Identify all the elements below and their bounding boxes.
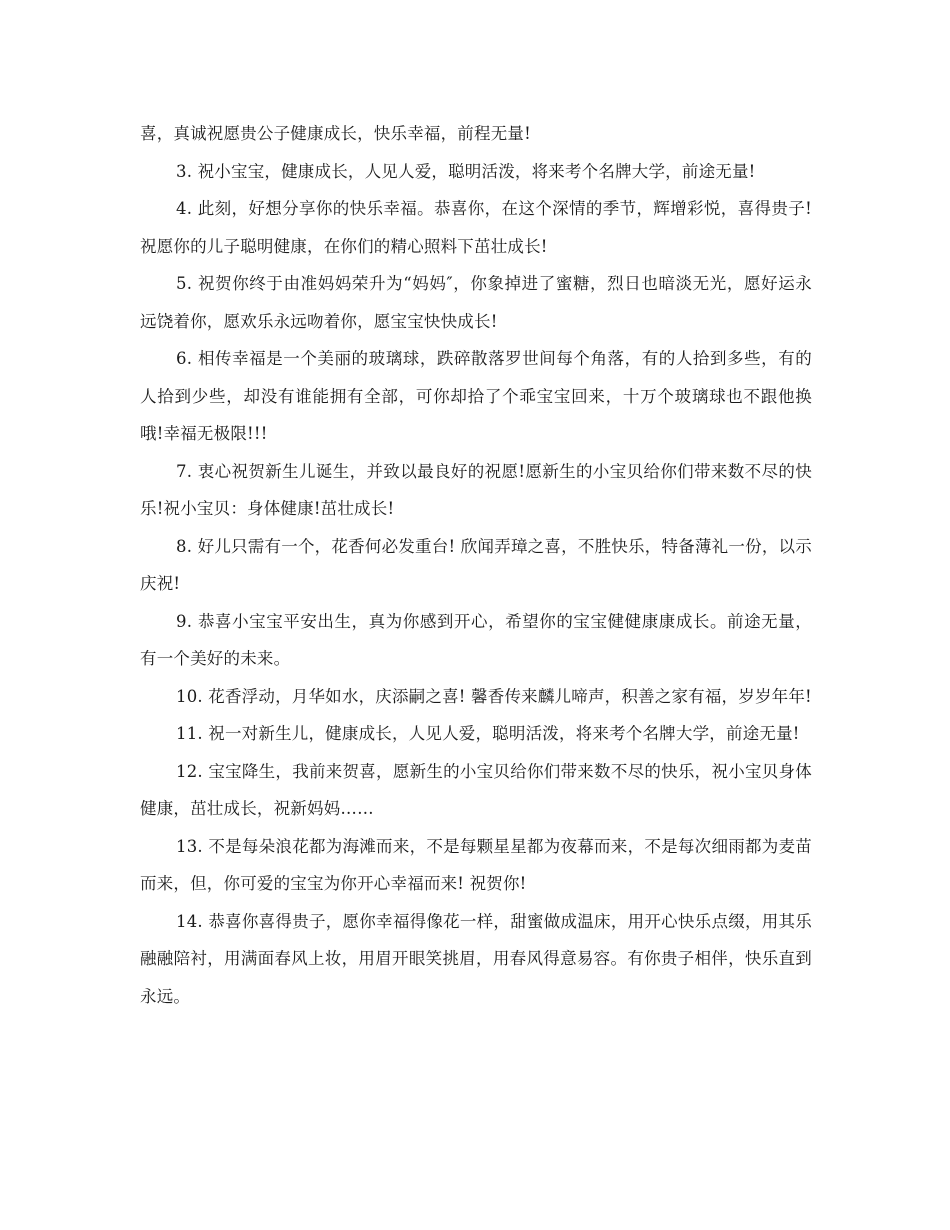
paragraph-3: 3. 祝小宝宝，健康成长，人见人爱，聪明活泼，将来考个名牌大学，前途无量! bbox=[176, 161, 756, 181]
paragraph-7: 7. 衷心祝贺新生儿诞生，并致以最良好的祝愿!愿新生的小宝贝给你们带来数不尽的快乐!祝小宝贝：身体健康!茁壮成长! bbox=[140, 461, 812, 518]
paragraph-14: 14. 恭喜你喜得贵子，愿你幸福得像花一样，甜蜜做成温床，用开心快乐点缀，用其乐融融陪衬，用满面春风上妆，用眉开眼笑挑眉，用春风得意易容。有你贵子相伴，快乐直到永远。 bbox=[140, 911, 812, 1006]
paragraph-8: 8. 好儿只需有一个，花香何必发重台! 欣闻弄璋之喜，不胜快乐，特备薄礼一份，以示庆祝! bbox=[140, 536, 812, 593]
paragraph-4: 4. 此刻，好想分享你的快乐幸福。恭喜你，在这个深情的季节，辉增彩悦，喜得贵子!祝愿你的儿子聪明健康，在你们的精心照料下茁壮成长! bbox=[140, 199, 812, 256]
document-body bbox=[140, 115, 812, 1015]
paragraph-5: 5. 祝贺你终于由准妈妈荣升为“妈妈″，你象掉进了蜜糖，烈日也暗淡无光，愿好运永远饶着你，愿欢乐永远吻着你，愿宝宝快快成长! bbox=[140, 274, 812, 331]
paragraph-6: 6. 相传幸福是一个美丽的玻璃球，跌碎散落罗世间每个角落，有的人拾到多些，有的人拾到少些，却没有谁能拥有全部，可你却拾了个乖宝宝回来，十万个玻璃球也不跟他换哦!幸福无极限!!! bbox=[140, 349, 812, 443]
paragraph-13: 13. 不是每朵浪花都为海滩而来，不是每颗星星都为夜幕而来，不是每次细雨都为麦苗而来，但，你可爱的宝宝为你开心幸福而来! 祝贺你! bbox=[140, 836, 812, 893]
paragraph-10: 10. 花香浮动，月华如水，庆添嗣之喜! 馨香传来麟儿啼声，积善之家有福，岁岁年年! bbox=[176, 686, 812, 706]
paragraph-12: 12. 宝宝降生，我前来贺喜，愿新生的小宝贝给你们带来数不尽的快乐，祝小宝贝身体健康，茁壮成长，祝新妈妈…… bbox=[140, 761, 812, 818]
paragraph-continuation: 喜，真诚祝愿贵公子健康成长，快乐幸福，前程无量! bbox=[140, 124, 531, 143]
paragraph-11: 11. 祝一对新生儿，健康成长，人见人爱，聪明活泼，将来考个名牌大学，前途无量! bbox=[176, 724, 800, 743]
paragraph-9: 9. 恭喜小宝宝平安出生，真为你感到开心，希望你的宝宝健健康康成长。前途无量，有一个美好的未来。 bbox=[140, 611, 812, 668]
